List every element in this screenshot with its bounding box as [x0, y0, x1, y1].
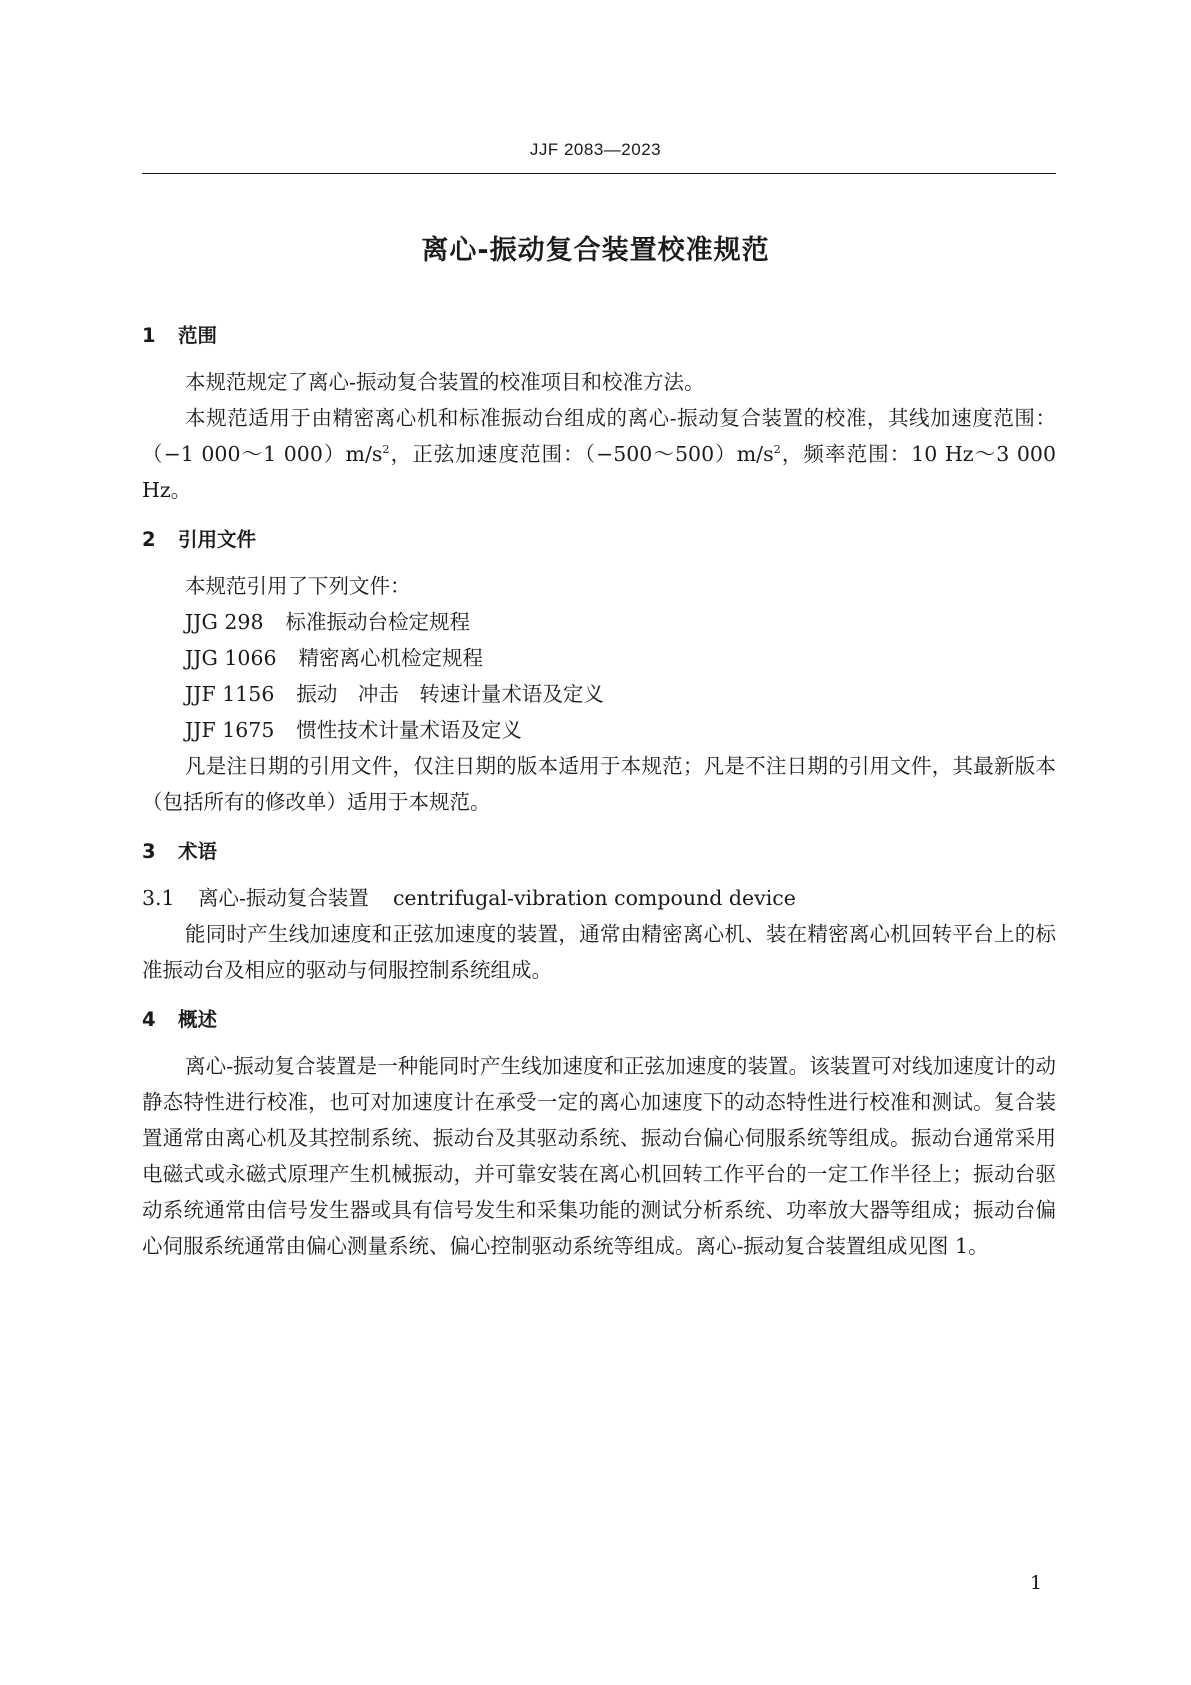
term-definition: 能同时产生线加速度和正弦加速度的装置，通常由精密离心机、装在精密离心机回转平台上的标准振动台及相应的驱动与伺服控制系统组成。 — [142, 922, 1056, 982]
reference-code: JJF 1675 — [185, 718, 275, 742]
reference-name: 振动 冲击 转速计量术语及定义 — [296, 682, 604, 706]
term-english: centrifugal-vibration compound device — [392, 886, 796, 910]
reference-code: JJG 1066 — [185, 646, 277, 670]
section-heading-references — [142, 522, 1056, 558]
superscript: 2 — [773, 443, 781, 457]
reference-item — [142, 604, 1056, 640]
term-name: 离心-振动复合装置 — [198, 886, 369, 910]
text-run: ，正弦加速度范围：（−500～500）m/s — [389, 442, 774, 466]
reference-name: 精密离心机检定规程 — [298, 646, 484, 670]
reference-name: 惯性技术计量术语及定义 — [296, 718, 522, 742]
reference-name: 标准振动台检定规程 — [285, 610, 471, 634]
section-title: 术语 — [178, 840, 218, 863]
superscript: 2 — [382, 443, 390, 457]
reference-code: JJF 1156 — [185, 682, 275, 706]
section-heading-overview — [142, 1002, 1056, 1038]
paragraph: 本规范规定了离心-振动复合装置的校准项目和校准方法。 — [185, 370, 705, 394]
section-title: 引用文件 — [178, 528, 257, 551]
section-heading-scope — [142, 318, 1056, 354]
paragraph: 本规范引用了下列文件： — [185, 574, 411, 598]
term-number: 3.1 — [142, 886, 175, 910]
document-code: JJF 2083—2023 — [529, 140, 662, 159]
paragraph: 凡是注日期的引用文件，仅注日期的版本适用于本规范；凡是不注日期的引用文件，其最新版本（包括所有的修改单）适用于本规范。 — [142, 754, 1056, 814]
section-number: 4 — [142, 1008, 156, 1031]
section-number: 2 — [142, 528, 156, 551]
document-title: 离心-振动复合装置校准规范 — [421, 235, 770, 266]
page-number: 1 — [1030, 1572, 1043, 1594]
text-run: ，频率范围：10 Hz～3 000 Hz。 — [142, 442, 1056, 502]
section-heading-terms — [142, 834, 1056, 870]
document-body — [142, 318, 1056, 1264]
reference-item — [142, 676, 1056, 712]
paragraph-scope-range — [142, 400, 1056, 508]
text-run: 本规范适用于由精密离心机和标准振动台组成的离心-振动复合装置的校准，其线加速度范围：（−1 000～1 000）m/s — [142, 406, 1056, 466]
reference-item — [142, 640, 1056, 676]
section-title: 概述 — [178, 1008, 218, 1031]
paragraph: 离心-振动复合装置是一种能同时产生线加速度和正弦加速度的装置。该装置可对线加速度计的动静态特性进行校准，也可对加速度计在承受一定的离心加速度下的动态特性进行校准和测试。复合装置通常由离心机及其控制系统、振动台及其驱动系统、振动台偏心伺服系统等组成。振动台通常采用电磁式或永磁式原理产生机械振动，并可靠安装在离心机回转工作平台的一定工作半径上；振动台驱动系统通常由信号发生器或具有信号发生和采集功能的测试分析系统、功率放大器等组成；振动台偏心伺服系统通常由偏心测量系统、偏心控制驱动系统等组成。离心-振动复合装置组成见图 1。 — [142, 1054, 1056, 1258]
term-entry — [142, 880, 1056, 916]
header-rule — [142, 173, 1056, 174]
reference-item — [142, 712, 1056, 748]
reference-code: JJG 298 — [185, 610, 264, 634]
section-title: 范围 — [178, 324, 218, 347]
section-number: 1 — [142, 324, 156, 347]
section-number: 3 — [142, 840, 156, 863]
